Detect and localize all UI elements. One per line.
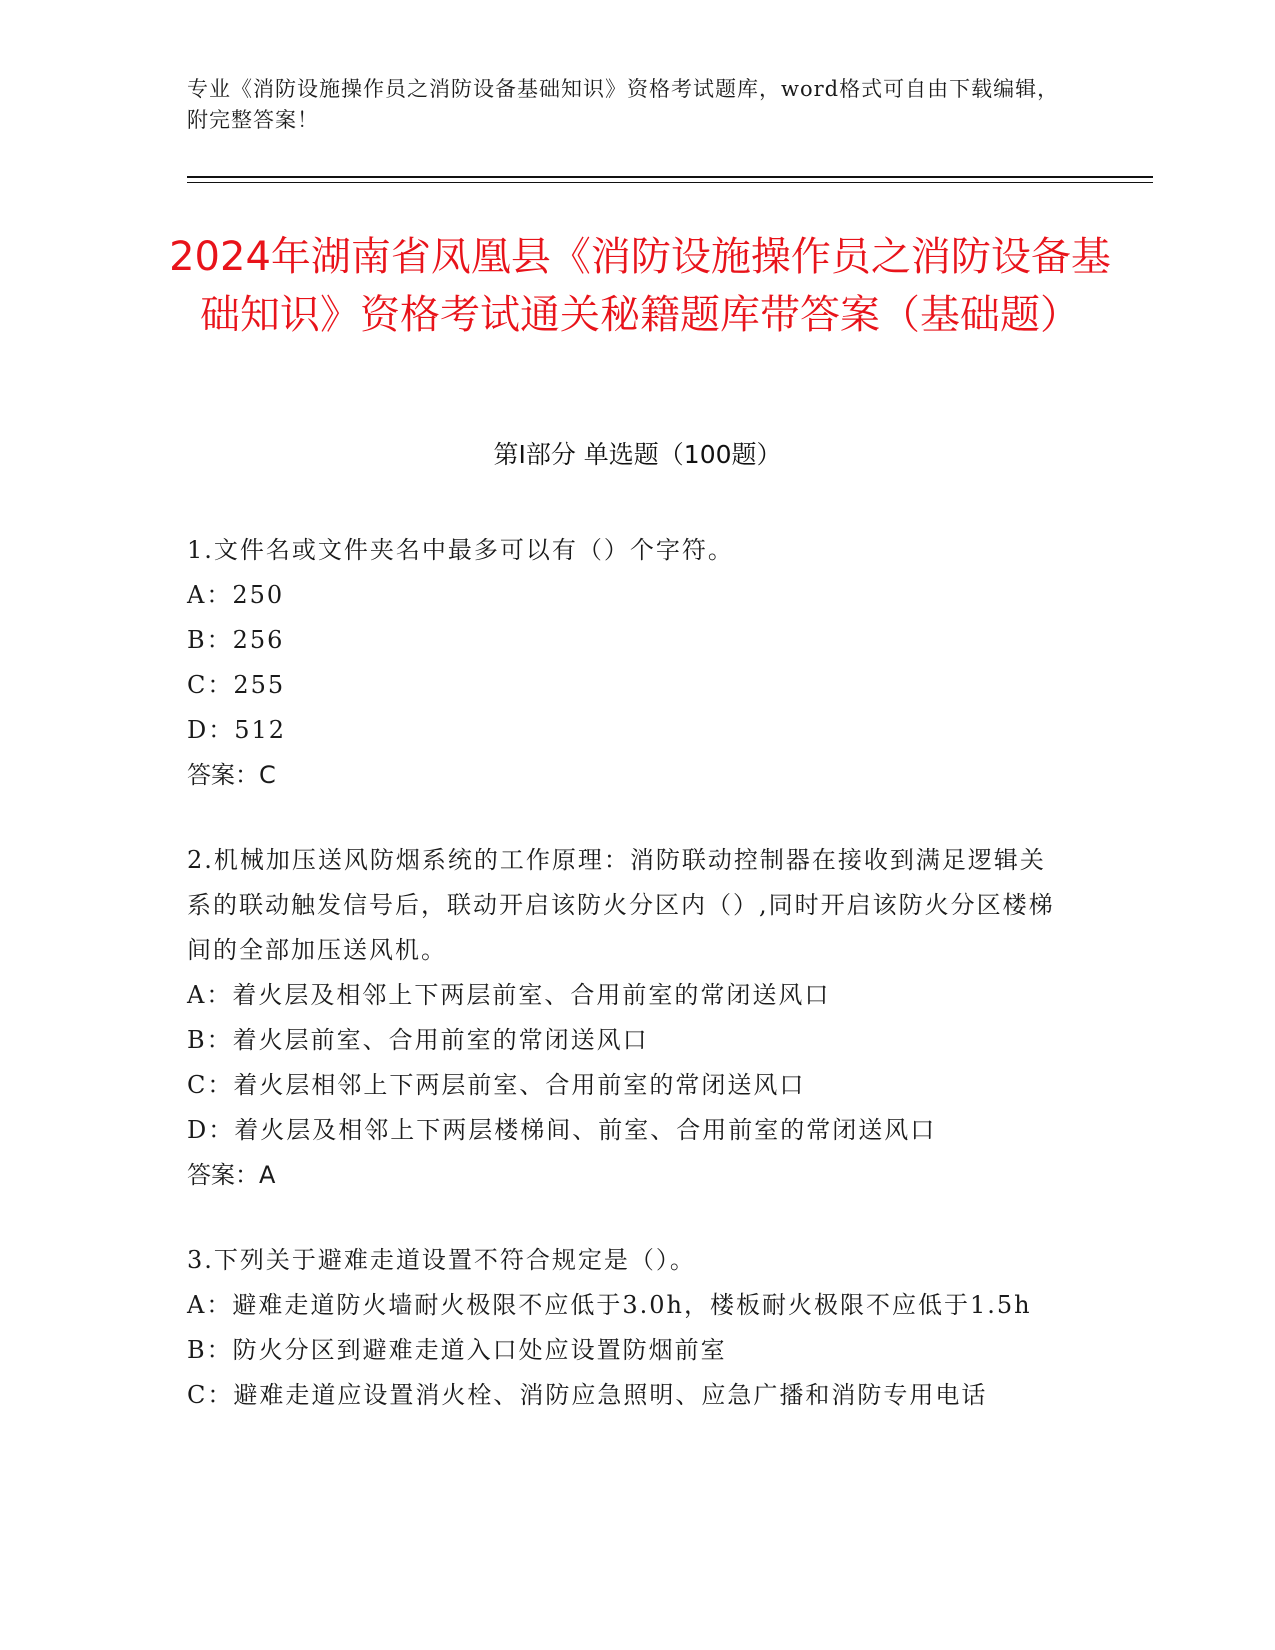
answer-option: A：250 [187,581,285,609]
question-list [187,528,1067,1458]
answer-option: C：避难走道应设置消火栓、消防应急照明、应急广播和消防专用电话 [187,1381,988,1409]
answer-key: 答案：A [187,1161,276,1189]
header-divider-thin [187,182,1153,183]
answer-option: B：着火层前室、合用前室的常闭送风口 [187,1026,649,1054]
question-stem: 3.下列关于避难走道设置不符合规定是（）。 [187,1246,696,1274]
header-note: 专业《消防设施操作员之消防设备基础知识》资格考试题库，word格式可自由下载编辑，附完整答案！ [187,77,1060,132]
question-stem: 2.机械加压送风防烟系统的工作原理：消防联动控制器在接收到满足逻辑关系的联动触发信号后，联动开启该防火分区内（）,同时开启该防火分区楼梯间的全部加压送风机。 [187,846,1055,964]
answer-option: C：着火层相邻上下两层前室、合用前室的常闭送风口 [187,1071,806,1099]
answer-option: B：256 [187,626,285,654]
question-item [187,528,1067,798]
document-title: 2024年湖南省凤凰县《消防设施操作员之消防设备基础知识》资格考试通关秘籍题库带答案（基础题） [169,234,1111,338]
answer-option: A：避难走道防火墙耐火极限不应低于3.0h，楼板耐火极限不应低于1.5h [187,1291,1032,1319]
question-item [187,838,1067,1198]
header-divider-thick [187,176,1153,178]
answer-key: 答案：C [187,761,276,789]
answer-option: C：255 [187,671,286,699]
section-heading: 第I部分 单选题（100题） [493,440,782,469]
answer-option: D：着火层及相邻上下两层楼梯间、前室、合用前室的常闭送风口 [187,1116,937,1144]
answer-option: A：着火层及相邻上下两层前室、合用前室的常闭送风口 [187,981,831,1009]
question-stem: 1.文件名或文件夹名中最多可以有（）个字符。 [187,536,734,564]
answer-option: D：512 [187,716,287,744]
answer-option: B：防火分区到避难走道入口处应设置防烟前室 [187,1336,727,1364]
question-item [187,1238,1067,1418]
